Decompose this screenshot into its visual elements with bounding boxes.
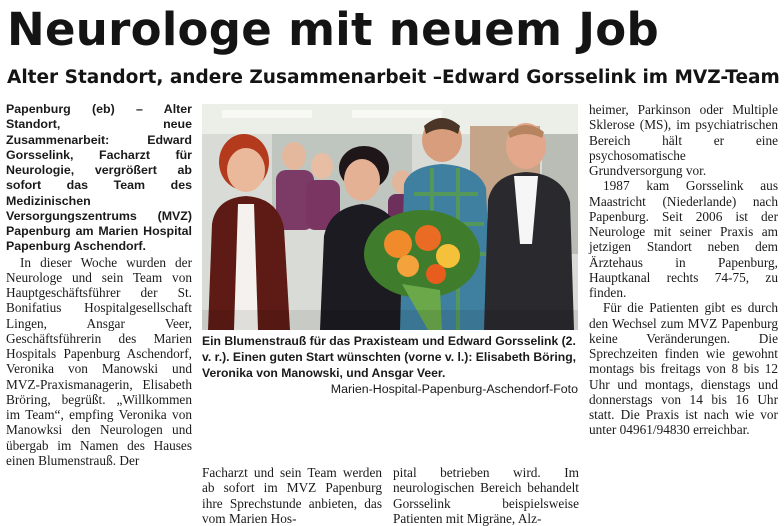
photo-credit: Marien-Hospital-Papenburg-Aschendorf-Foto — [330, 382, 578, 396]
article-paragraph: In dieser Woche wurden der Neurologe und sein Team von Hauptgeschäftsführer der St. Bonifatius Hospitalgesellschaft Lingen, Ansgar Veer, Geschäftsführerin des Marien Hospitals Papenburg Aschendorf, Veronika von Manowski und MVZ-Praxismanagerin, Elisabeth Bröring, begrüßt. „Willkommen im Team“, empfing Veronika von Manowksi den Neurologen und übergab im Namen des Hauses einen Blumenstrauß. Der — [6, 254, 192, 468]
article-paragraph: pital betrieben wird. Im neurologischen Bereich behandelt Gorsselink beispielsweise Patienten mit Migräne, Alz- — [393, 465, 579, 526]
article-column-3 — [393, 465, 579, 526]
article-column-1 — [6, 102, 192, 468]
group-photo-illustration — [202, 104, 578, 330]
article-column-2 — [202, 465, 382, 526]
headline: Neurologe mit neuem Job — [7, 3, 659, 56]
article-paragraph: heimer, Parkinson oder Multiple Sklerose (MS), im psychiatrischen Bereich hält er eine psychosomatische Grundversorgung vor. — [589, 102, 778, 178]
article-paragraph: Facharzt und sein Team werden ab sofort im MVZ Papenburg ihre Sprechstunde anbieten, das vom Marien Hos- — [202, 465, 382, 526]
article-photo — [202, 104, 578, 330]
article-paragraph: Für die Patienten gibt es durch den Wechsel zum MVZ Papenburg keine Veränderungen. Die Sprechzeiten finden wie gewohnt montags bis freitags von 8 bis 12 Uhr und montags, dienstags und donnerstags von 14 bis 16 Uhr statt. Die Praxis ist nach wie vor unter 04961/94830 erreichbar. — [589, 300, 778, 438]
article-column-4 — [589, 102, 778, 438]
photo-caption: Ein Blumenstrauß für das Praxisteam und Edward Gorsselink (2. v. r.). Einen guten Start wünschten (vorne v. l.): Elisabeth Böring, Veronika von Manowski, und Ansgar Veer. — [202, 334, 577, 380]
article-lead: Papenburg (eb) – Alter Standort, neue Zusammenarbeit: Edward Gorsselink, Facharzt für Neurologie, vergrößert ab sofort das Team des Medizinischen Versorgungszentrums (MVZ) Papenburg am Marien Hospital Papenburg Aschendorf. — [6, 102, 192, 254]
subheadline: Alter Standort, andere Zusammenarbeit –Edward Gorsselink im MVZ-Team — [7, 67, 780, 88]
article-paragraph: 1987 kam Gorsselink aus Maastricht (Niederlande) nach Papenburg. Seit 2006 ist der Neurologe mit seiner Praxis am jetzigen Standort neben dem Ärztehaus in Papenburg, Hauptkanal rechts 74-75, zu finden. — [589, 178, 778, 300]
